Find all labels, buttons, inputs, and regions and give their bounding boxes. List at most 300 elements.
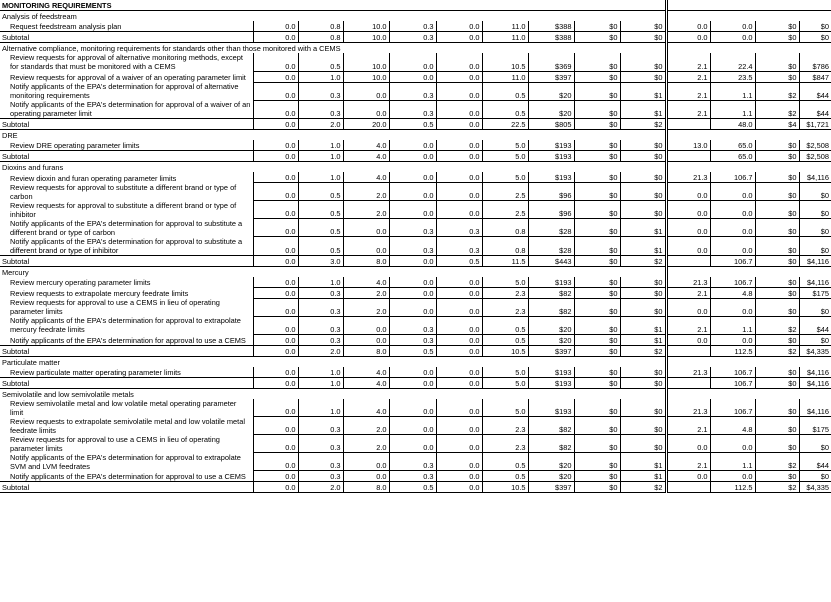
- cell-col-7: $193: [528, 172, 574, 183]
- cell-col-13: $175: [799, 287, 831, 298]
- cell-col-6: 0.8: [482, 219, 528, 237]
- cell-col-5: 0.0: [436, 316, 482, 334]
- cell-col-2: 0.3: [298, 100, 343, 119]
- cell-col-8: $0: [574, 277, 620, 288]
- cell-col-7: $388: [528, 21, 574, 32]
- cell-col-10: 0.0: [666, 237, 710, 256]
- cell-col-2: 1.0: [298, 151, 343, 162]
- cell-col-1: 0.0: [253, 140, 298, 151]
- cell-col-4: 0.3: [389, 237, 436, 256]
- cell-col-13: $4,116: [799, 367, 831, 378]
- cell-col-5: 0.0: [436, 21, 482, 32]
- cell-col-13: $0: [799, 183, 831, 201]
- cell-col-2: 1.0: [298, 367, 343, 378]
- row-label: Review requests for approval of alternative monitoring methods, except for standards that must be monitored with a CEMS: [10, 53, 243, 71]
- cell-col-8: $0: [574, 453, 620, 471]
- cell-col-13: $4,116: [799, 172, 831, 183]
- cell-col-1: 0.0: [253, 219, 298, 237]
- cell-col-7: $397: [528, 482, 574, 493]
- cell-col-1: 0.0: [253, 32, 298, 43]
- cell-col-7: $82: [528, 287, 574, 298]
- table-row: [0, 367, 831, 378]
- cell-col-13: $0: [799, 21, 831, 32]
- cell-col-1: 0.0: [253, 298, 298, 316]
- cell-col-8: $0: [574, 237, 620, 256]
- cell-col-1: 0.0: [253, 21, 298, 32]
- cell-col-4: 0.0: [389, 277, 436, 288]
- cell-col-9: $0: [620, 151, 666, 162]
- cell-col-12: $0: [755, 298, 799, 316]
- cell-col-3: 0.0: [343, 82, 389, 100]
- cell-col-11: 112.5: [710, 345, 755, 356]
- cell-col-2: 1.0: [298, 71, 343, 82]
- table-row: [0, 277, 831, 288]
- cell-col-11: 0.0: [710, 32, 755, 43]
- section-heading-right: [666, 43, 831, 54]
- cell-col-10: 2.1: [666, 316, 710, 334]
- cell-col-2: 0.5: [298, 183, 343, 201]
- cell-col-10: 2.1: [666, 53, 710, 71]
- cell-col-10: [666, 345, 710, 356]
- title-row: [0, 0, 831, 11]
- row-label: Review requests to extrapolate semivolatile metal and low volatile metal feedrate limits: [10, 416, 245, 435]
- cell-col-6: 10.5: [482, 482, 528, 493]
- cell-col-1: 0.0: [253, 255, 298, 266]
- cell-col-12: $0: [755, 140, 799, 151]
- cell-col-11: 0.0: [710, 219, 755, 237]
- cell-col-13: $44: [799, 453, 831, 471]
- cell-col-12: $0: [755, 219, 799, 237]
- cell-col-11: 0.0: [710, 183, 755, 201]
- subtotal-label: Subtotal: [0, 32, 253, 43]
- cell-col-8: $0: [574, 151, 620, 162]
- cell-col-13: $44: [799, 100, 831, 119]
- row-label: Notify applicants of the EPA's determination for approval to extrapolate mercury feedrate limits: [10, 316, 241, 334]
- cell-col-12: $2: [755, 100, 799, 119]
- cell-col-10: 2.1: [666, 287, 710, 298]
- cell-col-10: 21.3: [666, 399, 710, 417]
- cell-col-4: 0.0: [389, 172, 436, 183]
- cell-col-5: 0.0: [436, 417, 482, 435]
- cell-col-11: 106.7: [710, 367, 755, 378]
- row-label: Review requests for approval to substitute a different brand or type of carbon: [10, 182, 237, 201]
- cell-col-10: 2.1: [666, 82, 710, 100]
- row-label: Review particulate matter operating parameter limits: [10, 367, 181, 377]
- subtotal-row: [0, 255, 831, 266]
- row-label: Review mercury operating parameter limits: [10, 278, 151, 287]
- cell-col-1: 0.0: [253, 334, 298, 345]
- cell-col-4: 0.0: [389, 435, 436, 453]
- table-row: [0, 287, 831, 298]
- row-label: Notify applicants of the EPA's determination for approval to substitute a different brand or type of carbon: [10, 218, 243, 237]
- cell-col-11: 1.1: [710, 100, 755, 119]
- cell-col-2: 0.3: [298, 316, 343, 334]
- cell-col-11: 65.0: [710, 140, 755, 151]
- cell-col-8: $0: [574, 334, 620, 345]
- table-row: [0, 298, 831, 316]
- cell-col-9: $0: [620, 71, 666, 82]
- cell-col-3: 2.0: [343, 417, 389, 435]
- section-heading-right: [666, 11, 831, 22]
- section-heading-row: [0, 162, 831, 173]
- cell-col-1: 0.0: [253, 471, 298, 482]
- cell-col-7: $397: [528, 71, 574, 82]
- cell-col-3: 10.0: [343, 53, 389, 71]
- cell-col-2: 0.8: [298, 21, 343, 32]
- cell-col-3: 0.0: [343, 219, 389, 237]
- row-label: Review DRE operating parameter limits: [10, 141, 140, 150]
- cell-col-7: $82: [528, 298, 574, 316]
- cell-col-11: 112.5: [710, 482, 755, 493]
- cell-col-9: $2: [620, 255, 666, 266]
- cell-col-3: 10.0: [343, 71, 389, 82]
- cell-col-4: 0.0: [389, 255, 436, 266]
- cell-col-10: 2.1: [666, 71, 710, 82]
- cell-col-7: $397: [528, 345, 574, 356]
- cell-col-9: $1: [620, 471, 666, 482]
- cell-col-4: 0.0: [389, 287, 436, 298]
- cell-col-2: 0.3: [298, 471, 343, 482]
- cell-col-7: $805: [528, 119, 574, 130]
- cell-col-6: 11.0: [482, 21, 528, 32]
- cell-col-8: $0: [574, 172, 620, 183]
- cell-col-6: 2.3: [482, 435, 528, 453]
- section-heading: Dioxins and furans: [2, 163, 64, 172]
- cell-col-10: 2.1: [666, 453, 710, 471]
- cell-col-9: $0: [620, 172, 666, 183]
- cell-col-7: $388: [528, 32, 574, 43]
- cell-col-3: 10.0: [343, 21, 389, 32]
- cell-col-6: 2.5: [482, 201, 528, 219]
- section-heading: Analysis of feedstream: [2, 12, 77, 21]
- section-heading-right: [666, 130, 831, 141]
- cell-col-10: [666, 255, 710, 266]
- table-row: [0, 399, 831, 417]
- cell-col-9: $0: [620, 435, 666, 453]
- cell-col-2: 2.0: [298, 482, 343, 493]
- cell-col-2: 0.3: [298, 287, 343, 298]
- table-row: [0, 334, 831, 345]
- row-label: Notify applicants of the EPA's determination for approval to substitute a different brand or type of inhibitor: [10, 236, 243, 255]
- table-row: [0, 183, 831, 201]
- cell-col-12: $0: [755, 255, 799, 266]
- cell-col-11: 1.1: [710, 316, 755, 334]
- cell-col-12: $0: [755, 367, 799, 378]
- cell-col-6: 5.0: [482, 377, 528, 388]
- cell-col-13: $0: [799, 334, 831, 345]
- section-heading-row: [0, 11, 831, 22]
- cell-col-5: 0.3: [436, 219, 482, 237]
- cell-col-13: $0: [799, 219, 831, 237]
- cell-col-2: 0.5: [298, 219, 343, 237]
- cell-col-9: $1: [620, 82, 666, 100]
- cell-col-7: $193: [528, 140, 574, 151]
- cell-col-9: $1: [620, 334, 666, 345]
- cell-col-3: 0.0: [343, 100, 389, 119]
- cell-col-6: 2.3: [482, 287, 528, 298]
- cell-col-5: 0.0: [436, 82, 482, 100]
- cell-col-8: $0: [574, 32, 620, 43]
- cell-col-13: $786: [799, 53, 831, 71]
- cell-col-11: 4.8: [710, 417, 755, 435]
- cell-col-8: $0: [574, 71, 620, 82]
- cell-col-7: $20: [528, 316, 574, 334]
- cell-col-3: 4.0: [343, 377, 389, 388]
- cell-col-4: 0.3: [389, 21, 436, 32]
- cell-col-11: 22.4: [710, 53, 755, 71]
- cell-col-7: $193: [528, 367, 574, 378]
- cell-col-3: 4.0: [343, 151, 389, 162]
- cell-col-5: 0.0: [436, 32, 482, 43]
- section-heading-right: [666, 356, 831, 367]
- cell-col-12: $0: [755, 435, 799, 453]
- cell-col-2: 0.3: [298, 298, 343, 316]
- cell-col-9: $1: [620, 316, 666, 334]
- cell-col-10: 21.3: [666, 367, 710, 378]
- cell-col-7: $443: [528, 255, 574, 266]
- cell-col-11: 0.0: [710, 21, 755, 32]
- subtotal-row: [0, 151, 831, 162]
- cell-col-2: 2.0: [298, 119, 343, 130]
- table-row: [0, 53, 831, 71]
- cell-col-7: $193: [528, 377, 574, 388]
- table-title: MONITORING REQUIREMENTS: [0, 0, 666, 11]
- cell-col-1: 0.0: [253, 377, 298, 388]
- cell-col-5: 0.0: [436, 277, 482, 288]
- cell-col-9: $1: [620, 219, 666, 237]
- cell-col-12: $0: [755, 21, 799, 32]
- cell-col-10: 0.0: [666, 298, 710, 316]
- cell-col-2: 0.3: [298, 417, 343, 435]
- cell-col-8: $0: [574, 298, 620, 316]
- cell-col-7: $20: [528, 82, 574, 100]
- subtotal-label: Subtotal: [0, 151, 253, 162]
- section-heading: DRE: [2, 131, 18, 140]
- cell-col-13: $2,508: [799, 151, 831, 162]
- cell-col-2: 1.0: [298, 277, 343, 288]
- section-heading: Particulate matter: [2, 357, 60, 367]
- cell-col-12: $2: [755, 345, 799, 356]
- cell-col-8: $0: [574, 255, 620, 266]
- cell-col-12: $0: [755, 151, 799, 162]
- cell-col-8: $0: [574, 287, 620, 298]
- cell-col-8: $0: [574, 140, 620, 151]
- cell-col-9: $0: [620, 399, 666, 417]
- cell-col-11: 106.7: [710, 255, 755, 266]
- cell-col-13: $4,116: [799, 255, 831, 266]
- row-label: Review dioxin and furan operating parameter limits: [10, 173, 177, 183]
- row-label: Notify applicants of the EPA's determination for approval of alternative monitoring requirements: [10, 82, 239, 100]
- cell-col-13: $0: [799, 435, 831, 453]
- cell-col-11: 0.0: [710, 298, 755, 316]
- cell-col-9: $0: [620, 367, 666, 378]
- cell-col-5: 0.0: [436, 287, 482, 298]
- title-row-right: [666, 0, 831, 11]
- cell-col-4: 0.0: [389, 377, 436, 388]
- cell-col-11: 0.0: [710, 334, 755, 345]
- section-heading-row: [0, 130, 831, 141]
- table-row: [0, 82, 831, 100]
- cell-col-4: 0.0: [389, 298, 436, 316]
- cell-col-5: 0.0: [436, 172, 482, 183]
- cell-col-8: $0: [574, 435, 620, 453]
- cell-col-6: 10.5: [482, 345, 528, 356]
- row-label: Review requests for approval of a waiver of an operating parameter limit: [10, 73, 246, 82]
- cell-col-12: $0: [755, 32, 799, 43]
- cell-col-12: $4: [755, 119, 799, 130]
- cell-col-8: $0: [574, 482, 620, 493]
- cell-col-6: 2.5: [482, 183, 528, 201]
- cell-col-7: $193: [528, 277, 574, 288]
- row-label: Notify applicants of the EPA's determination for approval to use a CEMS: [10, 335, 246, 345]
- cell-col-12: $0: [755, 377, 799, 388]
- section-heading-right: [666, 266, 831, 277]
- cell-col-12: $0: [755, 334, 799, 345]
- cell-col-2: 2.0: [298, 345, 343, 356]
- cell-col-3: 0.0: [343, 471, 389, 482]
- cell-col-8: $0: [574, 53, 620, 71]
- cell-col-7: $82: [528, 435, 574, 453]
- cell-col-4: 0.0: [389, 183, 436, 201]
- cell-col-12: $0: [755, 201, 799, 219]
- cell-col-10: 0.0: [666, 471, 710, 482]
- table-row: [0, 71, 831, 82]
- cell-col-5: 0.0: [436, 345, 482, 356]
- cell-col-12: $0: [755, 237, 799, 256]
- table-row: [0, 201, 831, 219]
- cell-col-10: [666, 151, 710, 162]
- cell-col-12: $0: [755, 287, 799, 298]
- row-label: Notify applicants of the EPA's determination for approval of a waiver of an operating parameter limit: [10, 100, 251, 118]
- cell-col-8: $0: [574, 119, 620, 130]
- cell-col-7: $82: [528, 417, 574, 435]
- cell-col-6: 10.5: [482, 53, 528, 71]
- cell-col-9: $0: [620, 183, 666, 201]
- cell-col-4: 0.5: [389, 482, 436, 493]
- cell-col-7: $20: [528, 453, 574, 471]
- subtotal-label: Subtotal: [0, 255, 253, 266]
- cell-col-9: $1: [620, 237, 666, 256]
- cell-col-4: 0.0: [389, 53, 436, 71]
- cell-col-7: $20: [528, 334, 574, 345]
- cell-col-1: 0.0: [253, 399, 298, 417]
- cell-col-4: 0.3: [389, 453, 436, 471]
- cell-col-11: 1.1: [710, 453, 755, 471]
- cell-col-9: $0: [620, 277, 666, 288]
- cell-col-3: 0.0: [343, 334, 389, 345]
- cell-col-2: 0.3: [298, 82, 343, 100]
- table-row: [0, 417, 831, 435]
- cell-col-9: $0: [620, 140, 666, 151]
- cell-col-2: 0.8: [298, 32, 343, 43]
- cell-col-1: 0.0: [253, 345, 298, 356]
- cell-col-3: 8.0: [343, 345, 389, 356]
- cell-col-3: 2.0: [343, 298, 389, 316]
- cell-col-12: $0: [755, 277, 799, 288]
- cell-col-4: 0.5: [389, 345, 436, 356]
- cell-col-3: 2.0: [343, 183, 389, 201]
- cell-col-4: 0.0: [389, 417, 436, 435]
- table-row: [0, 172, 831, 183]
- section-heading-row: [0, 388, 831, 399]
- cell-col-13: $4,116: [799, 277, 831, 288]
- cell-col-1: 0.0: [253, 53, 298, 71]
- cell-col-7: $96: [528, 201, 574, 219]
- cell-col-12: $2: [755, 482, 799, 493]
- cell-col-13: $0: [799, 237, 831, 256]
- cell-col-3: 4.0: [343, 367, 389, 378]
- cell-col-5: 0.0: [436, 100, 482, 119]
- cell-col-5: 0.0: [436, 201, 482, 219]
- cell-col-4: 0.5: [389, 119, 436, 130]
- cell-col-1: 0.0: [253, 277, 298, 288]
- cell-col-3: 0.0: [343, 453, 389, 471]
- cell-col-13: $0: [799, 32, 831, 43]
- subtotal-label: Subtotal: [0, 119, 253, 130]
- cell-col-3: 0.0: [343, 237, 389, 256]
- cell-col-5: 0.0: [436, 119, 482, 130]
- cell-col-12: $0: [755, 183, 799, 201]
- cell-col-2: 3.0: [298, 255, 343, 266]
- cell-col-4: 0.3: [389, 100, 436, 119]
- cell-col-5: 0.0: [436, 183, 482, 201]
- row-label: Review requests for approval to use a CEMS in lieu of operating parameter limits: [10, 298, 220, 316]
- cell-col-4: 0.0: [389, 140, 436, 151]
- table-row: [0, 237, 831, 256]
- cell-col-5: 0.0: [436, 399, 482, 417]
- cell-col-7: $193: [528, 399, 574, 417]
- subtotal-label: Subtotal: [0, 377, 253, 388]
- cell-col-1: 0.0: [253, 201, 298, 219]
- cell-col-8: $0: [574, 316, 620, 334]
- cell-col-1: 0.0: [253, 287, 298, 298]
- cell-col-1: 0.0: [253, 237, 298, 256]
- cell-col-11: 0.0: [710, 471, 755, 482]
- subtotal-row: [0, 119, 831, 130]
- cell-col-8: $0: [574, 367, 620, 378]
- cell-col-10: 0.0: [666, 183, 710, 201]
- cell-col-10: [666, 377, 710, 388]
- cell-col-11: 0.0: [710, 201, 755, 219]
- cell-col-9: $0: [620, 417, 666, 435]
- cell-col-6: 0.5: [482, 100, 528, 119]
- cell-col-2: 0.5: [298, 201, 343, 219]
- cell-col-3: 2.0: [343, 201, 389, 219]
- cell-col-4: 0.0: [389, 399, 436, 417]
- cell-col-13: $175: [799, 417, 831, 435]
- cell-col-3: 10.0: [343, 32, 389, 43]
- cell-col-10: 0.0: [666, 21, 710, 32]
- table-row: [0, 219, 831, 237]
- cell-col-8: $0: [574, 100, 620, 119]
- cell-col-6: 11.0: [482, 32, 528, 43]
- cell-col-8: $0: [574, 201, 620, 219]
- cell-col-4: 0.3: [389, 471, 436, 482]
- cell-col-3: 8.0: [343, 255, 389, 266]
- cell-col-9: $2: [620, 345, 666, 356]
- cell-col-3: 4.0: [343, 172, 389, 183]
- cell-col-2: 0.5: [298, 237, 343, 256]
- cell-col-12: $2: [755, 82, 799, 100]
- cell-col-3: 4.0: [343, 399, 389, 417]
- cell-col-2: 0.3: [298, 453, 343, 471]
- cell-col-7: $20: [528, 471, 574, 482]
- section-heading: Mercury: [2, 267, 29, 277]
- cell-col-3: 0.0: [343, 316, 389, 334]
- subtotal-row: [0, 377, 831, 388]
- cell-col-1: 0.0: [253, 435, 298, 453]
- cell-col-1: 0.0: [253, 71, 298, 82]
